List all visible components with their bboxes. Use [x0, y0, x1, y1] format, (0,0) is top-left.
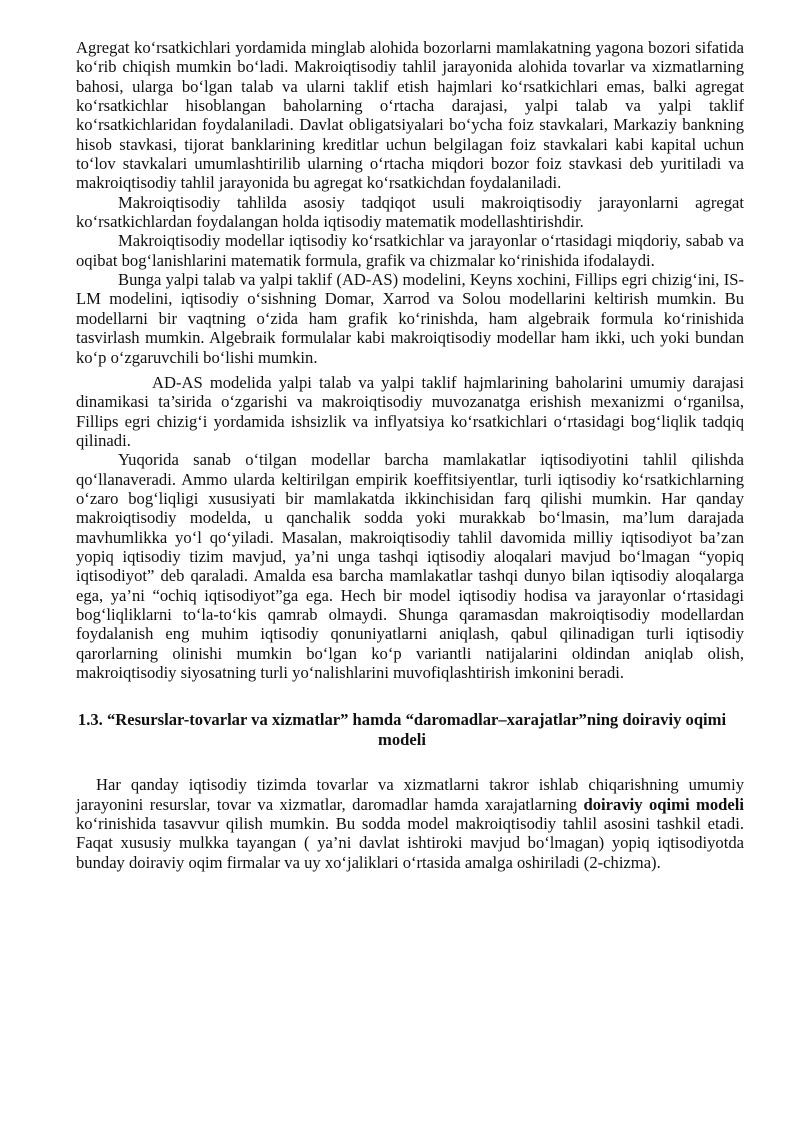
paragraph-model-examples: Bunga yalpi talab va yalpi taklif (AD-AS) modelini, Keyns xochini, Fillips egri chizig‘ini, IS-LM modelini, iqtisodiy o‘sishning Domar, Xarrod va Solou modellarini keltirish mumkin. Bu modellarni bir vaqtning o‘zida ham grafik ko‘rinishda, ham algebraik formula ko‘rinishida tasvirlash mumkin. Algebraik formulalar kabi makroiqtisodiy modellar ham ikki, uch yoki bundan ko‘p o‘zgaruvchili bo‘lishi mumkin.: [76, 270, 744, 367]
paragraph-macro-models: Makroiqtisodiy modellar iqtisodiy ko‘rsatkichlar va jarayonlar o‘rtasidagi miqdoriy, sabab va oqibat bog‘lanishlarini matematik formula, grafik va chizmalar ko‘rinishida ifodalaydi.: [76, 231, 744, 270]
circular-flow-bold-term: doiraviy oqimi modeli: [583, 794, 744, 814]
paragraph-ad-as-model: AD-AS modelida yalpi talab va yalpi taklif hajmlarining baholarini umumiy darajasi dinamikasi ta’sirida o‘zgarishi va makroiqtisodiy muvozanatga erishish mexanizmi o‘rganilsa, Fillips egri chizig‘i yordamida ishsizlik va inflyatsiya ko‘rsatkichlari o‘rtasidagi bog‘liqlik tadqiq qilinadi.: [76, 372, 744, 450]
paragraph-circular-flow: [76, 775, 744, 872]
section-heading: 1.3. “Resurslar-tovarlar va xizmatlar” hamda “daromadlar–xarajatlar”ning doiraviy oqimi modeli: [77, 710, 727, 749]
circular-flow-text-end: ko‘rinishida tasavvur qilish mumkin. Bu sodda model makroiqtisodiy tahlil asosini tashkil etadi. Faqat xususiy mulkka tayangan ( ya’ni davlat ishtiroki mavjud bo‘lmagan) yopiq iqtisodiyotda bunday doiraviy oqim firmalar va uy xo‘jaliklari o‘rtasida amalga oshiriladi (2-chizma).: [76, 814, 744, 872]
circular-flow-text-start: Har qanday iqtisodiy tizimda tovarlar va xizmatlarni takror ishlab chiqarishning umumiy jarayonini resurslar, tovar va xizmatlar, daromadlar hamda xarajatlarning: [76, 775, 744, 814]
paragraph-research-method: Makroiqtisodiy tahlilda asosiy tadqiqot usuli makroiqtisodiy jarayonlarni agregat ko‘rsatkichlardan foydalangan holda iqtisodiy matematik modellashtirishdir.: [76, 192, 744, 232]
paragraph-aggregate-indicators: Agregat ko‘rsatkichlari yordamida minglab alohida bozorlarni mamlakatning yagona bozori sifatida ko‘rib chiqish mumkin bo‘ladi. Makroiqtisodiy tahlil jarayonida alohida tovarlar va xizmatlarning bahosi, ularga bo‘lgan talab va ularni taklif etish hajmlari ko‘rsatkichlari emas, balki agregat ko‘rsatkichlar hisoblangan baholarning o‘rtacha darajasi, yalpi talab va yalpi taklif ko‘rsatkichlaridan foydalaniladi. Davlat obligatsiyalari bo‘ycha foiz stavkalari, Markaziy bankning hisob stavkasi, tijorat banklarining kreditlar uchun belgilagan foiz stavkalari kabi kapital uchun to‘lov stavkalari umumlashtirilib ularning o‘rtacha miqdori bozor foiz stavkasi deb yuritiladi va makroiqtisodiy tahlil jarayonida bu agregat ko‘rsatkichdan foydalaniladi.: [76, 38, 744, 193]
paragraph-model-limitations: Yuqorida sanab o‘tilgan modellar barcha mamlakatlar iqtisodiyotini tahlil qilishda qo‘llanaveradi. Ammo ularda keltirilgan empirik koeffitsiyentlar, turli iqtisodiy ko‘rsatkichlarning o‘zaro bog‘liqligi xususiyati bir mamlakatda ikkinchisidan farq qilishi mumkin. Har qanday makroiqtisodiy modelda, u qanchalik sodda yoki murakkab bo‘lmasin, ma’lum darajada mavhumlikka yo‘l qo‘yiladi. Masalan, makroiqtisodiy tahlil davomida milliy iqtisodiyot ba’zan yopiq iqtisodiy tizim mavjud, ya’ni unga tashqi iqtisodiy aloqalari mavjud bo‘lmagan “yopiq iqtisodiyot” deb qaraladi. Amalda esa barcha mamlakatlar tashqi dunyo bilan iqtisodiy aloqalarga ega, ya’ni “ochiq iqtisodiyot”ga ega. Hech bir model iqtisodiy hodisa va jarayonlar o‘rtasidagi bog‘liqliklarni to‘la-to‘kis qamrab olmaydi. Shunga qaramasdan makroiqtisodiy modellardan foydalanish eng muhim iqtisodiy qonuniyatlarni aniqlash, qabul qilinadigan turli iqtisodiy qarorlarning olinishi mumkin bo‘lgan ko‘p variantli natijalarini oldindan aniqlab olish, makroiqtisodiy siyosatning turli yo‘nalishlarini muvofiqlashtirish imkonini beradi.: [76, 450, 744, 682]
